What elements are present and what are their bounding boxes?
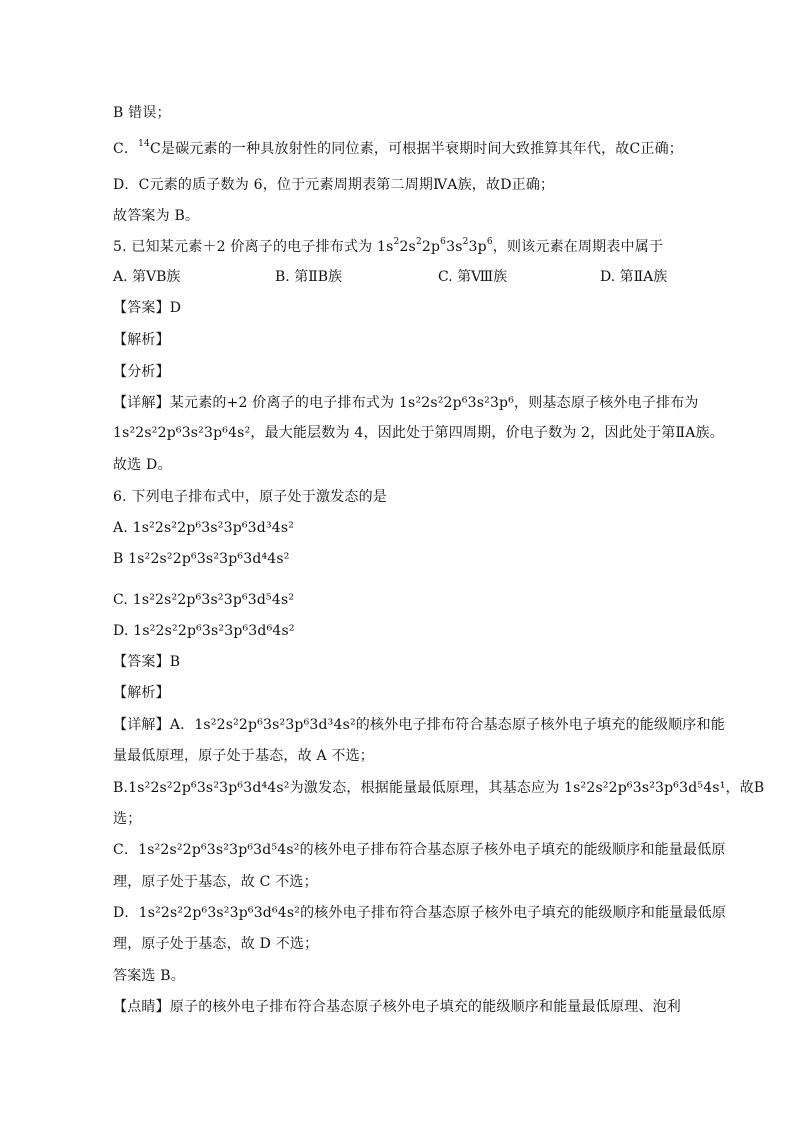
- detail-text: 理，原子处于基态，故 D 不选；: [113, 936, 319, 952]
- detail-text: D．1s²2s²2p⁶3s²3p⁶3d⁶4s²的核外电子排布符合基态原子核外电子填充的能级顺序和能量最低原: [113, 905, 727, 921]
- detail-text: [113, 715, 725, 735]
- detail-text: 理，原子处于基态，故 C 不选；: [113, 874, 318, 890]
- comment-body: 原子的核外电子排布符合基态原子核外电子填充的能级顺序和能量最低原理、泡利: [169, 999, 682, 1015]
- text-line: D．C元素的质子数为 6，位于元素周期表第二周期ⅣA族，故D正确；: [113, 177, 555, 193]
- answer-label: 【答案】B: [113, 654, 181, 670]
- option-d: D. 第ⅡA族: [600, 269, 668, 285]
- option-c: C. 1s²2s²2p⁶3s²3p⁶3d⁵4s²: [113, 592, 295, 608]
- comment-text: [113, 997, 681, 1017]
- analysis-label: 【解析】: [113, 332, 170, 348]
- question-5: 5. 已知某元素＋2 价离子的电子排布式为 $1s^22s^22p^63s^23p^6$，则该元素在周期表中属于: [113, 237, 664, 255]
- detail-text: 量最低原理，原子处于基态，故 A 不选；: [113, 748, 375, 764]
- detail-tag: 【详解】: [113, 717, 170, 733]
- detail-text: C．1s²2s²2p⁶3s²3p⁶3d⁵4s²的核外电子排布符合基态原子核外电子填充的能级顺序和能量最低原: [113, 842, 726, 858]
- text-line: 故答案为 B。: [113, 208, 200, 224]
- text-line: 故选 D。: [113, 457, 172, 473]
- analysis-sub-label: 【分析】: [113, 364, 170, 380]
- text-fragment: C．: [113, 141, 139, 157]
- analysis-label: 【解析】: [113, 685, 170, 701]
- option-a: A. 1s²2s²2p⁶3s²3p⁶3d³4s²: [113, 520, 295, 536]
- text-line: 答案选 B。: [113, 968, 185, 984]
- detail-body: A．1s²2s²2p⁶3s²3p⁶3d³4s²的核外电子排布符合基态原子核外电子填充的能级顺序和能: [169, 717, 725, 733]
- detail-text: 选；: [113, 811, 142, 827]
- text-line: B 错误；: [113, 105, 171, 121]
- question-text: 5. 已知某元素＋2 价离子的电子排布式为 1s: [113, 239, 394, 255]
- answer-label: 【答案】D: [113, 300, 182, 316]
- question-text: ，则该元素在周期表中属于: [492, 239, 664, 255]
- detail-tag: 【详解】: [113, 395, 170, 411]
- detail-text: B.1s²2s²2p⁶3s²3p⁶3d⁴4s²为激发态，根据能量最低原理，其基态应为 1s²2s²2p⁶3s²3p⁶3d⁵4s¹，故B: [113, 780, 765, 796]
- detail-body: 某元素的+2 价离子的电子排布式为 1s²2s²2p⁶3s²3p⁶，则基态原子核外电子排布为: [169, 395, 699, 411]
- detail-text: [113, 393, 699, 413]
- option-a: A. 第ⅤB族: [113, 269, 181, 285]
- comment-tag: 【点睛】: [113, 999, 170, 1015]
- text-line-c14: [113, 139, 683, 159]
- question-6: 6. 下列电子排布式中，原子处于激发态的是: [113, 489, 388, 505]
- text-fragment: C是碳元素的一种具放射性的同位素，可根据半衰期时间大致推算其年代，故C正确；: [149, 141, 684, 157]
- isotope-mass-number: 14: [138, 139, 150, 150]
- option-b: B. 第ⅡB族: [275, 269, 342, 285]
- option-b: B 1s²2s²2p⁶3s²3p⁶3d⁴4s²: [113, 551, 290, 567]
- option-d: D. 1s²2s²2p⁶3s²3p⁶3d⁶4s²: [113, 623, 295, 639]
- detail-text: 1s²2s²2p⁶3s²3p⁶4s²，最大能层数为 4，因此处于第四周期，价电子数为 2，因此处于第ⅡA族。: [113, 425, 724, 441]
- option-c: C. 第Ⅷ族: [438, 269, 508, 285]
